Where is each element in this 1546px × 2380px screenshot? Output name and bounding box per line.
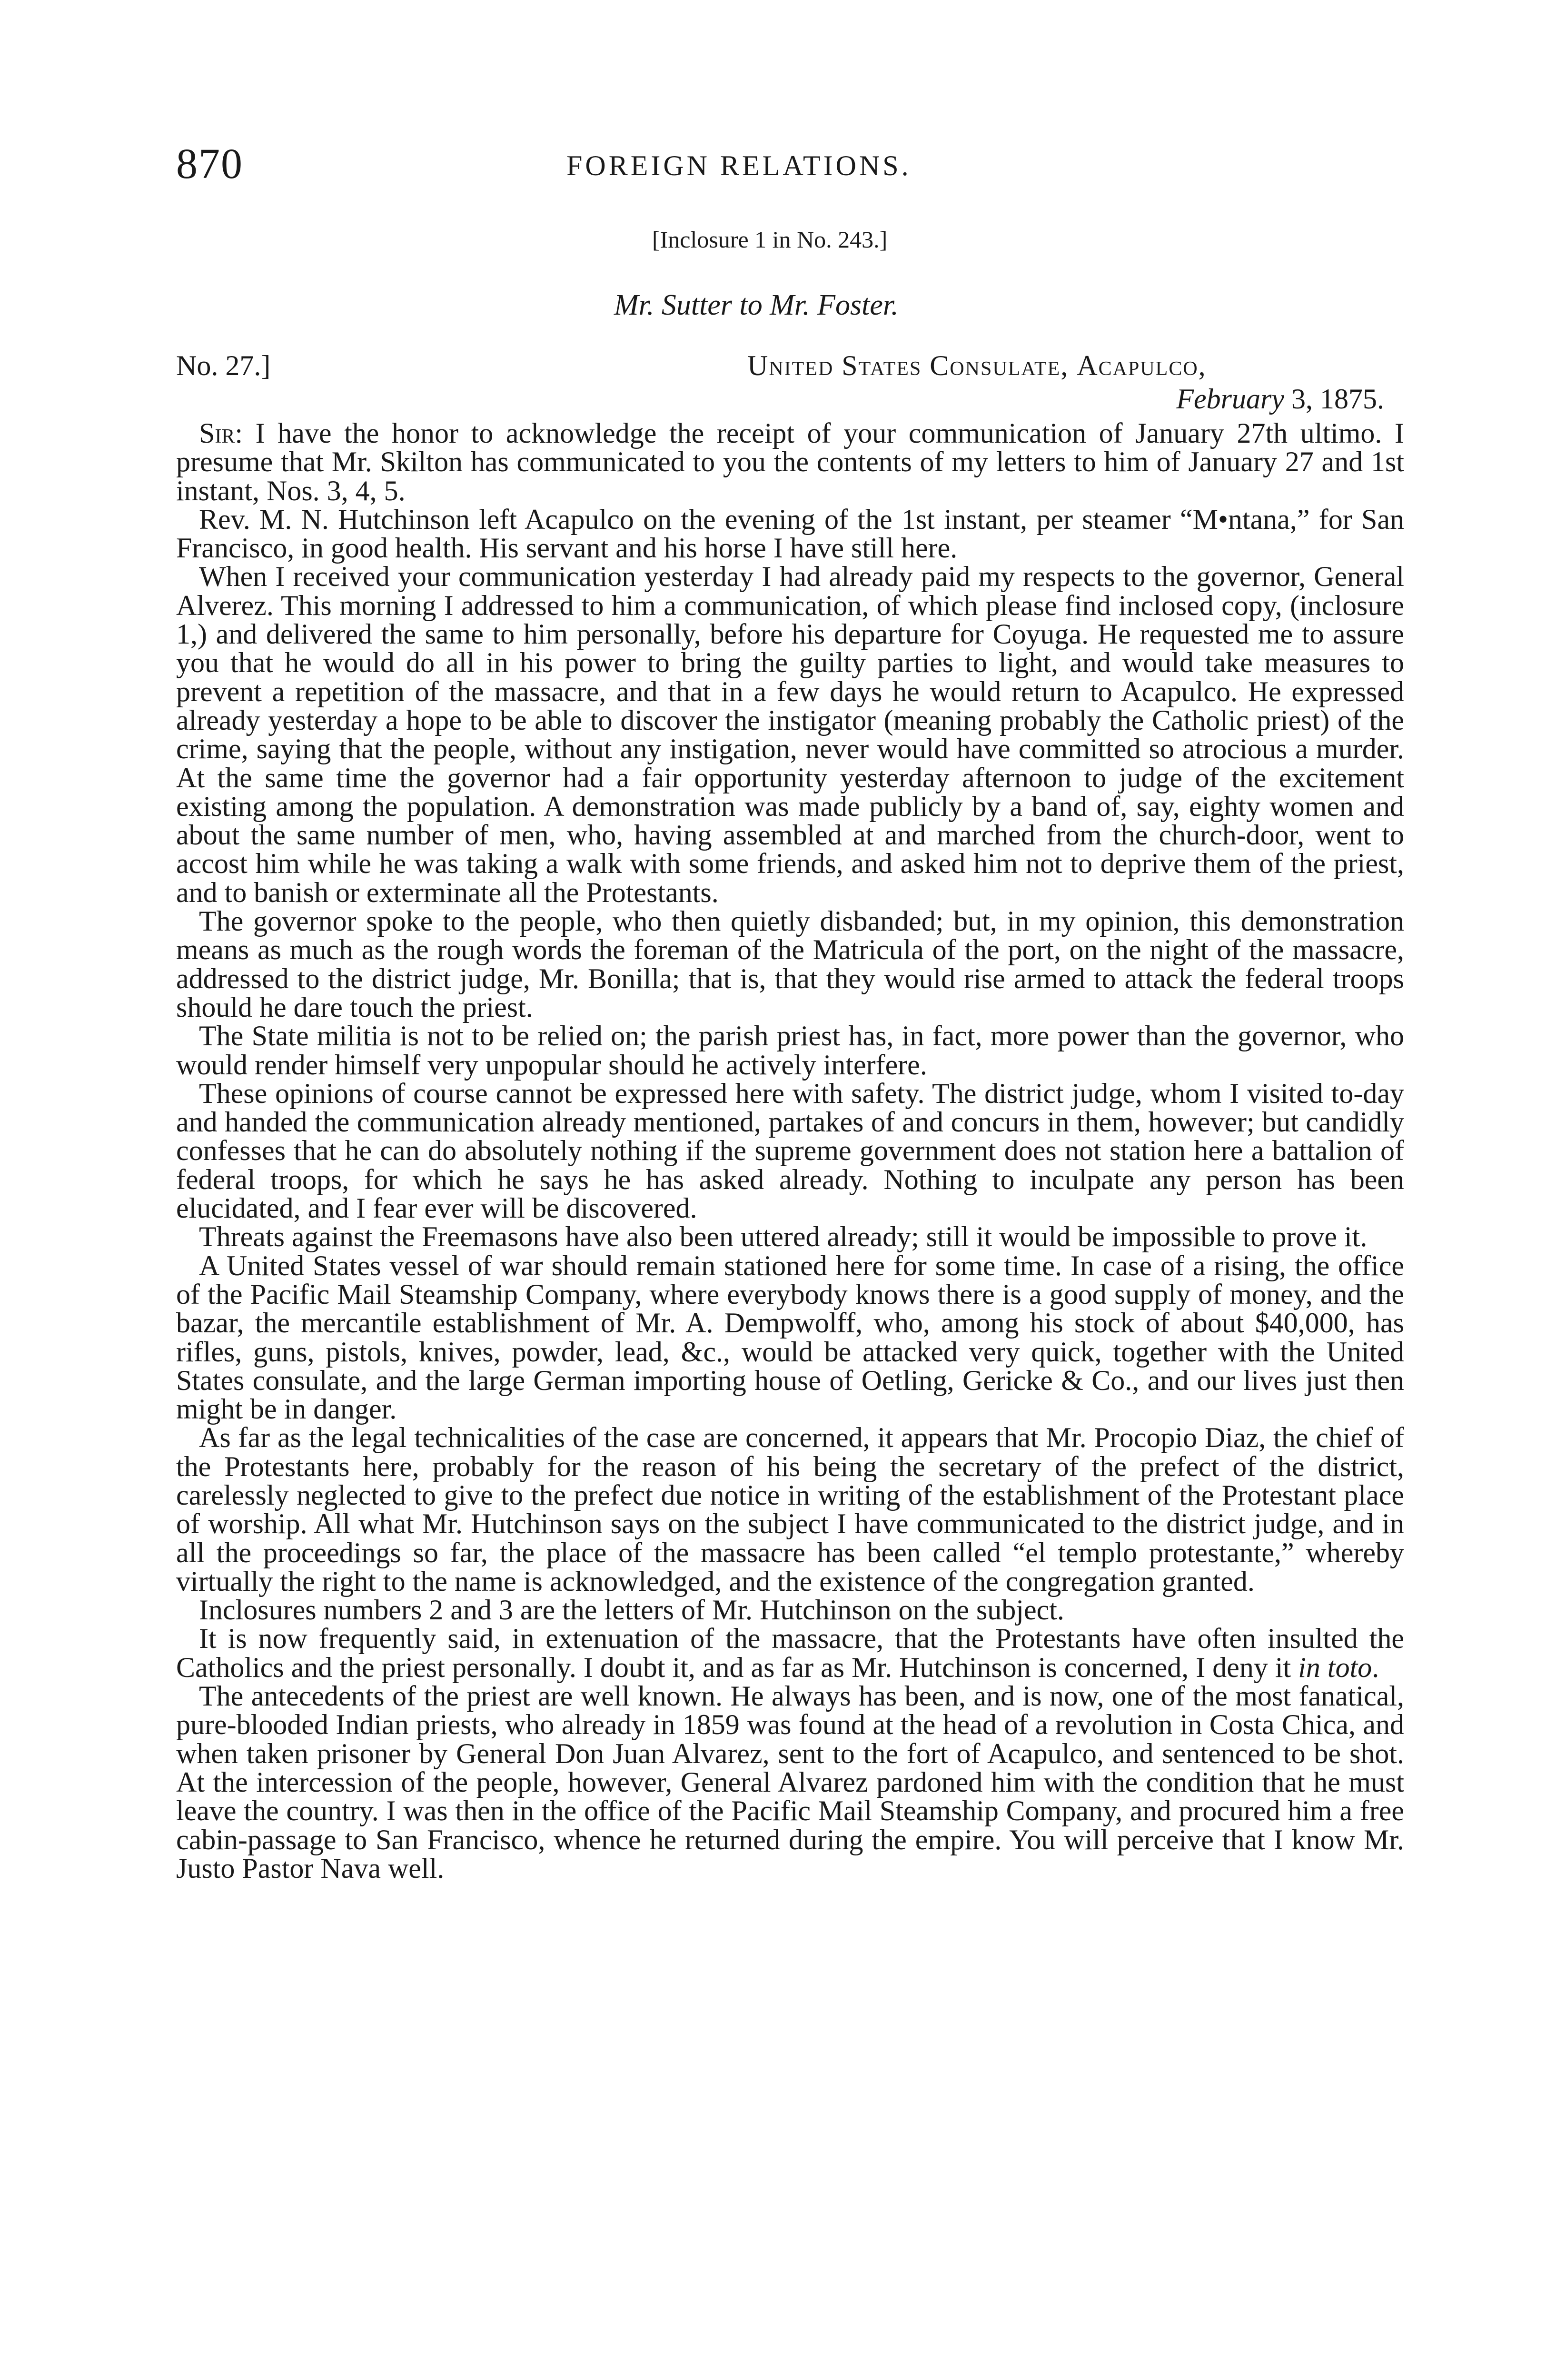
paragraph-text: Threats against the Freemasons have also been uttered already; still it would be impossible to prove it.	[199, 1221, 1368, 1253]
date-rest: 3, 1875.	[1284, 383, 1384, 415]
running-head: FOREIGN RELATIONS.	[566, 150, 912, 181]
consulate-line: United States Consulate, Acapulco,	[747, 350, 1207, 381]
page-number: 870	[176, 140, 243, 188]
paragraph-tail: .	[1372, 1651, 1379, 1683]
date-month: February	[1176, 383, 1284, 415]
letter-heading: Mr. Sutter to Mr. Foster.	[614, 289, 899, 321]
paragraph	[176, 505, 1404, 563]
paragraph-text: Inclosures numbers 2 and 3 are the letters of Mr. Hutchinson on the subject.	[199, 1594, 1064, 1626]
inclosure-note: [Inclosure 1 in No. 243.]	[652, 226, 888, 253]
paragraph-text: Rev. M. N. Hutchinson left Acapulco on the evening of the 1st instant, per steamer “M•ntana,” for San Francisco, in good health. His servant and his horse I have still here.	[176, 503, 1404, 564]
paragraph-text: The governor spoke to the people, who then quietly disbanded; but, in my opinion, this demonstration means as much as the rough words the foreman of the Matricula of the port, on the night of the massacre, addressed to the district judge, Mr. Bonilla; that is, that they would rise armed to attack the federal troops should he dare touch the priest.	[176, 905, 1404, 1023]
paragraph-text: As far as the legal technicalities of the case are concerned, it appears that Mr. Procopio Diaz, the chief of the Protestants here, probably for the reason of his being the secretary of the prefect of the district, carelessly neglected to give to the prefect due notice in writing of the establishment of the Protestant place of worship. All what Mr. Hutchinson says on the subject I have communicated to the district judge, and in all the proceedings so far, the place of the massacre has been called “el templo protestante,” whereby virtually the right to the name is acknowledged, and the existence of the congregation granted.	[176, 1422, 1404, 1597]
paragraph	[176, 1596, 1404, 1624]
paragraph-text: A United States vessel of war should remain stationed here for some time. In case of a rising, the office of the Pacific Mail Steamship Company, where everybody knows there is a good supply of money, and the bazar, the mercantile establishment of Mr. A. Dempwolff, who, among his stock of about $40,000, has rifles, guns, pistols, knives, powder, lead, &c., would be attacked very quick, together with the United States consulate, and the large German importing house of Oetling, Gericke & Co., and our lives just then might be in danger.	[176, 1250, 1404, 1425]
paragraph	[176, 1079, 1404, 1222]
paragraph-text: When I received your communication yesterday I had already paid my respects to the governor, General Alverez. This morning I addressed to him a communication, of which please find inclosed copy, (inclosure 1,) and delivered the same to him personally, before his departure for Coyuga. He requested me to assure you that he would do all in his power to bring the guilty parties to light, and would take measures to prevent a repetition of the massacre, and that in a few days he would return to Acapulco. He expressed already yesterday a hope to be able to discover the instigator (meaning probably the Catholic priest) of the crime, saying that the people, without any instigation, never would have committed so atrocious a murder. At the same time the governor had a fair opportunity yesterday afternoon to judge of the excitement existing among the population. A demonstration was made publicly by a band of, say, eighty women and about the same number of men, who, having assembled at and marched from the church-door, went to accost him while he was taking a walk with some friends, and asked him not to deprive them of the priest, and to banish or exterminate all the Protestants.	[176, 561, 1404, 908]
date-line	[1176, 385, 1384, 413]
dispatch-number: No. 27.]	[176, 350, 271, 381]
paragraph	[176, 1624, 1404, 1682]
salutation: Sir:	[199, 417, 256, 449]
paragraph	[176, 1423, 1404, 1596]
paragraph	[176, 1682, 1404, 1883]
paragraph	[176, 907, 1404, 1021]
paragraph-text: I have the honor to acknowledge the receipt of your communication of January 27th ultimo. I presume that Mr. Skilton has communicated to you the contents of my letters to him of January 27 and 1st instant, Nos. 3, 4, 5.	[176, 417, 1404, 506]
paragraph-text: The State militia is not to be relied on; the parish priest has, in fact, more power than the governor, who would render himself very unpopular should he actively interfere.	[176, 1020, 1404, 1081]
italic-phrase: in toto	[1298, 1651, 1372, 1683]
paragraph-text: These opinions of course cannot be expressed here with safety. The district judge, whom I visited to-day and handed the communication already mentioned, partakes of and concurs in them, however; but candidly confesses that he can do absolutely nothing if the supreme government does not station here a battalion of federal troops, for which he says he has asked already. Nothing to inculpate any person has been elucidated, and I fear ever will be discovered.	[176, 1077, 1404, 1224]
paragraph-text: The antecedents of the priest are well known. He always has been, and is now, one of the most fanatical, pure-blooded Indian priests, who already in 1859 was found at the head of a revolution in Costa Chica, and when taken prisoner by General Don Juan Alvarez, sent to the fort of Acapulco, and sentenced to be shot. At the intercession of the people, however, General Alvarez pardoned him with the condition that he must leave the country. I was then in the office of the Pacific Mail Steamship Company, and procured him a free cabin-passage to San Francisco, whence he returned during the empire. You will perceive that I know Mr. Justo Pastor Nava well.	[176, 1680, 1404, 1884]
consulate-city: Acapulco,	[1077, 350, 1207, 381]
paragraph	[176, 1251, 1404, 1424]
paragraph	[176, 1222, 1404, 1251]
paragraph	[176, 562, 1404, 907]
paragraph-text: It is now frequently said, in extenuation of the massacre, that the Protestants have often insulted the Catholics and the priest personally. I doubt it, and as far as Mr. Hutchinson is concerned, I deny it	[176, 1623, 1404, 1683]
consulate-name: United States Consulate	[747, 350, 1061, 381]
paragraph	[176, 1021, 1404, 1079]
letter-body	[176, 419, 1404, 1883]
paragraph	[176, 419, 1404, 505]
